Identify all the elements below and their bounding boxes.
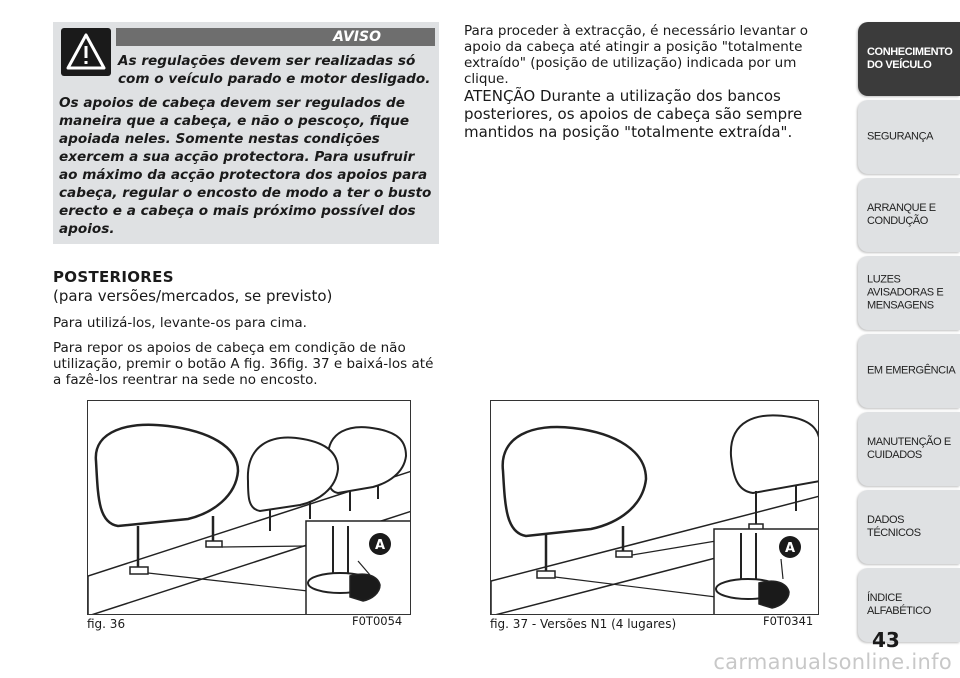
figure-37-caption: fig. 37 - Versões N1 (4 lugares) (490, 617, 677, 631)
figure-37-label-a: A (784, 541, 796, 556)
tab-arranque[interactable] (858, 178, 960, 252)
figure-36-code: F0T0054 (352, 614, 403, 628)
watermark: carmanualsonline.info (713, 650, 952, 674)
tab-label: ARRANQUE E CONDUÇÃO (867, 202, 936, 227)
paragraph-stow: Para repor os apoios de cabeça em condição de não utilização, premir o botão A fig. 36fig. 37 e baixá-los até a fazê-los reentrar na sede no encosto. (53, 340, 434, 388)
warning-body-text: Os apoios de cabeça devem ser regulados de maneira que a cabeça, e não o pescoço, fique apoiada neles. Somente nestas condições exercem a sua acção protectora. Para usufruir ao máximo da acção protectora dos apoios para cabeça, regular o encosto de modo a ter o busto erecto e a cabeça o mais próximo possível dos apoios. (59, 95, 432, 237)
tab-manutencao[interactable] (858, 412, 960, 486)
tab-label: ÍNDICE ALFABÉTICO (867, 592, 931, 617)
figure-37-illustration (491, 401, 819, 615)
tab-label: SEGURANÇA (867, 130, 934, 143)
section-title: POSTERIORES (53, 268, 174, 286)
paragraph-attention: ATENÇÃO Durante a utilização dos bancos posteriores, os apoios de cabeça são sempre mantidos na posição "totalmente extraída". (464, 87, 803, 141)
figure-36 (87, 400, 411, 615)
warning-box (53, 22, 439, 244)
warning-title-bar (116, 28, 435, 46)
tab-label: LUZES AVISADORAS E MENSAGENS (867, 273, 944, 312)
tab-luzes[interactable] (858, 256, 960, 330)
tab-dados[interactable] (858, 490, 960, 564)
figure-37 (490, 400, 819, 615)
figure-37-code: F0T0341 (763, 614, 814, 628)
paragraph-usage: Para utilizá-los, levante-os para cima. (53, 315, 307, 331)
paragraph-extraction: Para proceder à extracção, é necessário levantar o apoio da cabeça até atingir a posição "totalmente extraído" (posição de utilização) indicada por um clique. (464, 23, 809, 87)
tab-label: DADOS TÉCNICOS (867, 514, 921, 539)
tab-label: MANUTENÇÃO E CUIDADOS (867, 436, 951, 461)
tab-label: CONHECIMENTO DO VEÍCULO (867, 46, 953, 71)
tab-seguranca[interactable] (858, 100, 960, 174)
tab-label: EM EMERGÊNCIA (867, 364, 956, 377)
figure-36-label-a: A (374, 538, 386, 553)
tab-emergencia[interactable] (858, 334, 960, 408)
figure-36-illustration (88, 401, 411, 615)
figure-36-caption: fig. 36 (87, 617, 126, 631)
page-number: 43 (872, 628, 900, 652)
warning-lead-text: As regulações devem ser realizadas só com o veículo parado e motor desligado. (118, 53, 431, 87)
warning-triangle-icon (61, 28, 111, 76)
tab-conhecimento[interactable] (858, 22, 960, 96)
section-subtitle: (para versões/mercados, se previsto) (53, 287, 333, 305)
warning-title: AVISO (333, 29, 381, 45)
